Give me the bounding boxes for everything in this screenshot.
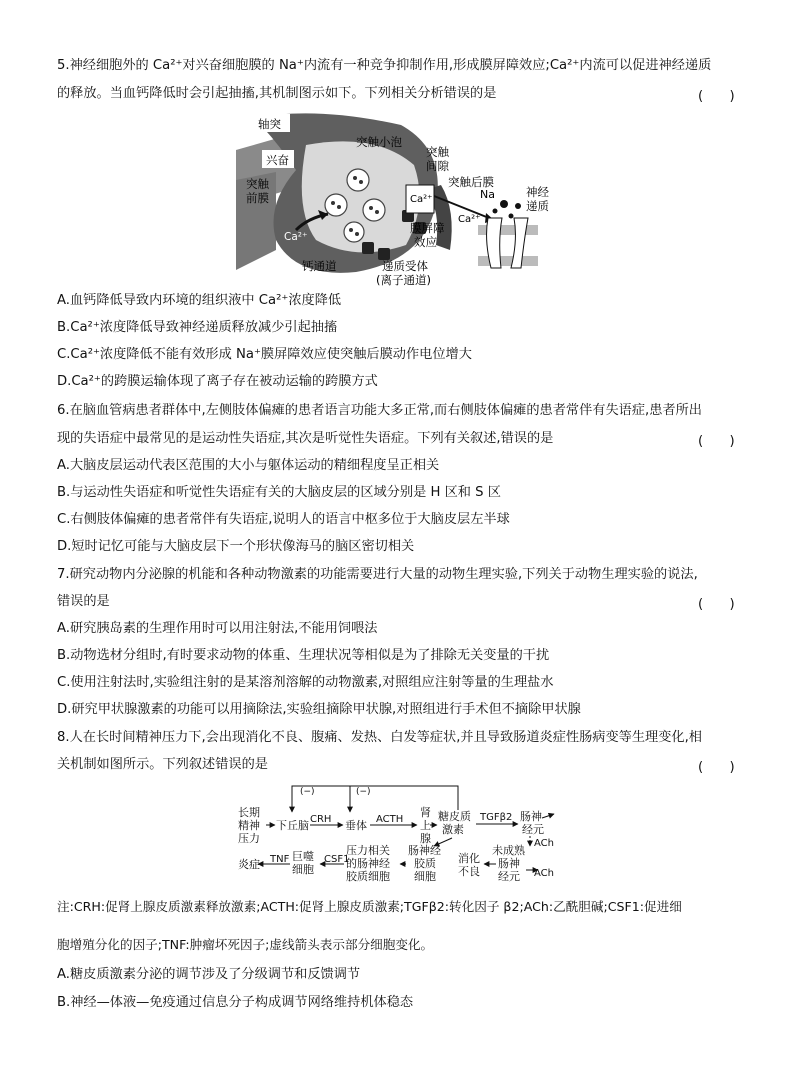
fig8-enteric-glia-1: 肠神经 <box>408 844 441 857</box>
q6-stem-line1: 6.在脑血管病患者群体中,左侧肢体偏瘫的患者语言功能大多正常,而右侧肢体偏瘫的患者常伴有失语症,患者所出 <box>57 403 702 418</box>
q7-option-c: C.使用注射法时,实验组注射的是某溶剂溶解的动物激素,对照组应注射等量的生理盐水 <box>57 675 554 690</box>
q7-answer-paren: ( ) <box>698 597 735 612</box>
q8-stem-line1: 8.人在长时间精神压力下,会出现消化不良、腹痛、发热、白发等症状,并且导致肠道炎症性肠病变等生理变化,相 <box>57 730 702 745</box>
fig8-macrophage-1: 巨噬 <box>292 850 314 863</box>
stress-pathway-figure <box>230 782 570 886</box>
fig8-tgf: TGFβ2 <box>480 812 513 823</box>
fig5-axon-label: 轴突 <box>258 117 281 131</box>
fig8-ens-1: 肠神 <box>520 810 542 823</box>
fig8-stress-glia-3: 胶质细胞 <box>346 870 390 883</box>
fig8-stress-1: 长期 <box>238 806 260 819</box>
fig8-ach-top: ACh <box>534 838 554 849</box>
fig8-ach-bottom: ACh <box>534 868 554 879</box>
fig8-adrenal-1: 肾 <box>420 806 431 819</box>
fig8-immature-3: 经元 <box>498 870 520 883</box>
q7-option-a: A.研究胰岛素的生理作用时可以用注射法,不能用饲喂法 <box>57 621 378 636</box>
q8-answer-paren: ( ) <box>698 760 735 775</box>
fig5-pre-label-1: 突触 <box>246 177 269 191</box>
fig5-barrier-label-1: 膜屏障 <box>410 221 445 235</box>
q8-option-b: B.神经—体液—免疫通过信息分子构成调节网络维持机体稳态 <box>57 995 414 1010</box>
q6-option-b: B.与运动性失语症和听觉性失语症有关的大脑皮层的区域分别是 H 区和 S 区 <box>57 485 501 500</box>
q8-stem-line2: 关机制如图所示。下列叙述错误的是 <box>57 757 268 772</box>
q6-stem-line2: 现的失语症中最常见的是运动性失语症,其次是听觉性失语症。下列有关叙述,错误的是 <box>57 431 554 446</box>
fig5-pre-label-2: 前膜 <box>246 191 269 205</box>
fig5-ca-label-left: Ca²⁺ <box>284 231 308 243</box>
q7-stem-line1: 7.研究动物内分泌腺的机能和各种动物激素的功能需要进行大量的动物生理实验,下列关于动物生理实验的说法, <box>57 567 698 582</box>
fig8-inflammation: 炎症 <box>238 858 260 871</box>
fig8-enteric-glia-2: 胶质 <box>414 857 436 870</box>
fig8-adrenal-2: 上 <box>420 819 431 832</box>
fig8-stress-glia-2: 的肠神经 <box>346 857 390 870</box>
fig8-stress-3: 压力 <box>238 832 260 845</box>
q6-option-a: A.大脑皮层运动代表区范围的大小与躯体运动的精细程度呈正相关 <box>57 458 440 473</box>
fig5-ca-label-right: Ca²⁺ <box>458 214 481 225</box>
fig8-glucocorticoid-2: 激素 <box>442 823 464 836</box>
q6-option-d: D.短时记忆可能与大脑皮层下一个形状像海马的脑区密切相关 <box>57 539 415 554</box>
fig5-excite-label: 兴奋 <box>266 153 289 167</box>
fig8-ens-2: 经元 <box>522 823 544 836</box>
q6-answer-paren: ( ) <box>698 434 735 449</box>
q5-answer-paren: ( ) <box>698 89 735 104</box>
fig8-indigestion-1: 消化 <box>458 852 480 865</box>
q5-option-a: A.血钙降低导致内环境的组织液中 Ca²⁺浓度降低 <box>57 293 342 308</box>
fig5-channel-label: 钙通道 <box>302 259 337 273</box>
fig5-ca-label-box: Ca²⁺ <box>410 194 433 205</box>
q5-option-c: C.Ca²⁺浓度降低不能有效形成 Na⁺膜屏障效应使突触后膜动作电位增大 <box>57 347 472 362</box>
q6-option-c: C.右侧肢体偏瘫的患者常伴有失语症,说明人的语言中枢多位于大脑皮层左半球 <box>57 512 510 527</box>
fig8-stress-2: 精神 <box>238 819 260 832</box>
fig5-barrier-label-2: 效应 <box>414 235 437 249</box>
q7-stem-line2: 错误的是 <box>57 594 110 609</box>
q8-note-line2: 胞增殖分化的因子;TNF:肿瘤坏死因子;虚线箭头表示部分细胞变化。 <box>57 937 434 952</box>
q5-stem-line1: 5.神经细胞外的 Ca²⁺对兴奋细胞膜的 Na⁺内流有一种竞争抑制作用,形成膜屏障效应;Ca²⁺内流可以促进神经递质 <box>57 58 712 73</box>
fig8-enteric-glia-3: 细胞 <box>414 870 436 883</box>
fig5-nt-label-1: 神经 <box>526 185 549 199</box>
fig5-nt-label-2: 递质 <box>526 199 549 213</box>
fig5-cleft-label-2: 间隙 <box>426 159 449 173</box>
fig5-receptor-label-1: 递质受体 <box>382 259 428 273</box>
fig8-adrenal-3: 腺 <box>420 832 431 845</box>
fig8-macrophage-2: 细胞 <box>292 863 314 876</box>
fig8-immature-1: 未成熟 <box>492 844 525 857</box>
fig8-acth: ACTH <box>376 814 404 825</box>
q7-option-b: B.动物选材分组时,有时要求动物的体重、生理状况等相似是为了排除无关变量的干扰 <box>57 648 550 663</box>
q5-option-d: D.Ca²⁺的跨膜运输体现了离子存在被动运输的跨膜方式 <box>57 374 378 389</box>
fig8-stress-glia-1: 压力相关 <box>346 844 390 857</box>
q5-stem-line2: 的释放。当血钙降低时会引起抽搐,其机制图示如下。下列相关分析错误的是 <box>57 86 497 101</box>
q7-option-d: D.研究甲状腺激素的功能可以用摘除法,实验组摘除甲状腺,对照组进行手术但不摘除甲状腺 <box>57 702 581 717</box>
fig8-glucocorticoid-1: 糖皮质 <box>438 810 471 823</box>
fig5-cleft-label-1: 突触 <box>426 145 449 159</box>
q8-note-line1: 注:CRH:促肾上腺皮质激素释放激素;ACTH:促肾上腺皮质激素;TGFβ2:转化因子 β2;ACh:乙酰胆碱;CSF1:促进细 <box>57 899 682 914</box>
fig5-vesicle-label: 突触小泡 <box>356 135 402 149</box>
fig8-hypothalamus: 下丘脑 <box>276 819 309 832</box>
fig8-indigestion-2: 不良 <box>458 865 480 878</box>
fig8-tnf: TNF <box>270 854 290 865</box>
q5-option-b: B.Ca²⁺浓度降低导致神经递质释放减少引起抽搐 <box>57 320 338 335</box>
fig8-neg-2: (−) <box>356 787 371 797</box>
fig8-neg-1: (−) <box>300 787 315 797</box>
q8-option-a: A.糖皮质激素分泌的调节涉及了分级调节和反馈调节 <box>57 967 361 982</box>
fig5-receptor-label-2: (离子通道) <box>376 273 431 287</box>
fig8-crh: CRH <box>310 814 332 825</box>
fig5-na-label: Na <box>480 188 495 201</box>
fig8-immature-2: 肠神 <box>498 857 520 870</box>
fig8-csf: CSF1 <box>324 854 350 865</box>
fig5-post-label: 突触后膜 <box>448 175 494 189</box>
fig8-pituitary: 垂体 <box>345 819 367 832</box>
synapse-figure <box>236 110 566 288</box>
